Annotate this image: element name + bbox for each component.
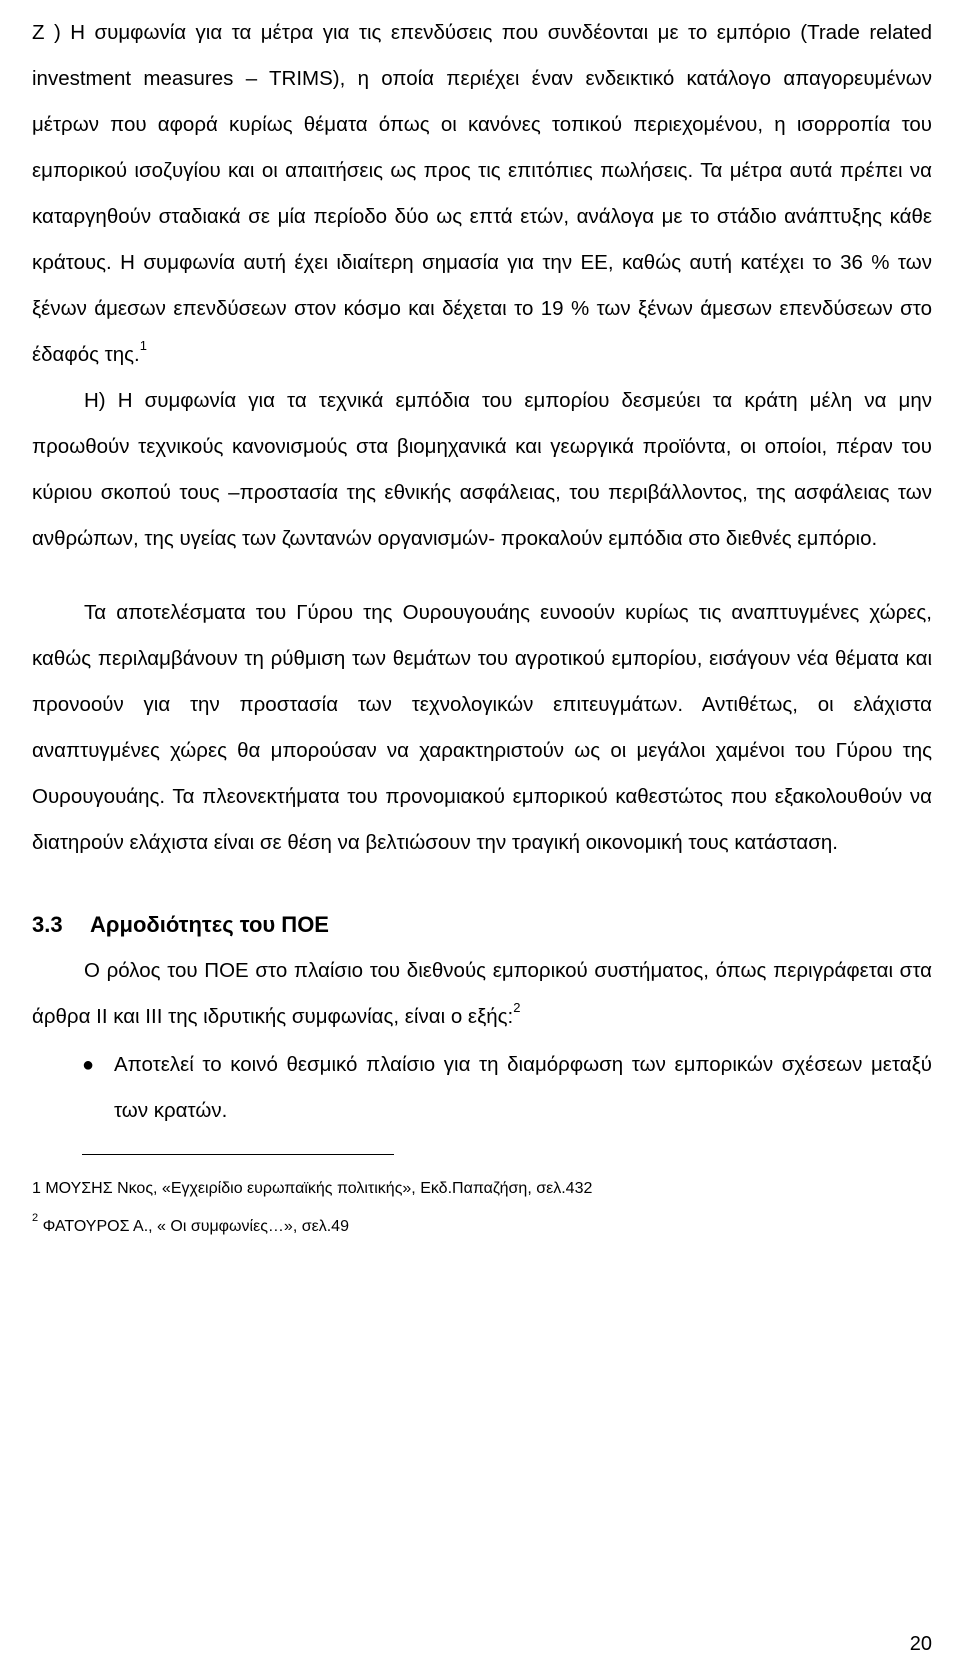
page-number: 20 bbox=[909, 1633, 932, 1655]
section-title: Αρμοδιότητες του ΠΟΕ bbox=[90, 912, 329, 937]
section-number: 3.3 bbox=[32, 912, 63, 937]
footnote-separator bbox=[82, 1154, 394, 1155]
paragraph-uruguay-round-text: Τα αποτελέσματα του Γύρου της Ουρουγουάης ευνοούν κυρίως τις αναπτυγμένες χώρες, καθώς περιλαμβάνουν τη ρύθμιση των θεμάτων του αγροτικού εμπορίου, εισάγουν νέα θέματα και προνοούν για την προστασία των τεχνολογικών επιτευγμάτων. Αντιθέτως, οι ελάχιστα αναπτυγμένες χώρες θα μπορούσαν να χαρακτηριστούν ως οι μεγάλοι χαμένοι του Γύρου της Ουρουγουάης. Τα πλεονεκτήματα του προνομιακού εμπορικού καθεστώτος που εξακολουθούν να διατηρούν ελάχιστα είναι σε θέση να βελτιώσουν την τραγική οικονομική τους κατάσταση. bbox=[32, 601, 932, 854]
paragraph-trims-text: Ζ ) Η συμφωνία για τα μέτρα για τις επενδύσεις που συνδέονται με το εμπόριο (Trade related investment measures – TRIMS), η οποία περιέχει έναν ενδεικτικό κατάλογο απαγορευμένων μέτρων που αφορά κυρίως θέματα όπως οι κανόνες τοπικού περιεχομένου, η ισορροπία του εμπορικού ισοζυγίου και οι απαιτήσεις ως προς τις επιτόπιες πωλήσεις. Τα μέτρα αυτά πρέπει να καταργηθούν σταδιακά σε μία περίοδο δύο ως επτά ετών, ανάλογα με το στάδιο ανάπτυξης κάθε κράτους. Η συμφωνία αυτή έχει ιδιαίτερη σημασία για την ΕΕ, καθώς αυτή κατέχει το 36 % των ξένων άμεσων επενδύσεων στον κόσμο και δέχεται το 19 % των ξένων άμεσων επενδύσεων στο έδαφός της. bbox=[32, 21, 932, 366]
paragraph-uruguay-round bbox=[32, 590, 932, 866]
footnote-2-marker: 2 bbox=[32, 1211, 39, 1224]
paragraph-wto-role bbox=[32, 948, 932, 1040]
paragraph-trims bbox=[32, 10, 932, 378]
footnote-2 bbox=[32, 1211, 932, 1237]
paragraph-wto-role-text: Ο ρόλος του ΠΟΕ στο πλαίσιο του διεθνούς εμπορικού συστήματος, όπως περιγράφεται στα άρθρα II και III της ιδρυτικής συμφωνίας, είναι ο εξής: bbox=[32, 959, 932, 1028]
list-item bbox=[32, 1042, 932, 1134]
section-heading bbox=[32, 902, 932, 948]
paragraph-technical-barriers-text: Η) Η συμφωνία για τα τεχνικά εμπόδια του εμπορίου δεσμεύει τα κράτη μέλη να μην προωθούν τεχνικούς κανονισμούς στα βιομηχανικά και γεωργικά προϊόντα, οι οποίοι, πέραν του κύριου σκοπού τους –προστασία της εθνικής ασφάλειας, του περιβάλλοντος, της ασφάλειας των ανθρώπων, της υγείας των ζωντανών οργανισμών- προκαλούν εμπόδια στο διεθνές εμπόριο. bbox=[32, 389, 932, 550]
document-page bbox=[32, 10, 932, 1237]
list-item-text: Αποτελεί το κοινό θεσμικό πλαίσιο για τη διαμόρφωση των εμπορικών σχέσεων μεταξύ των κρατών. bbox=[114, 1053, 932, 1122]
footnote-1-marker: 1 bbox=[32, 1180, 41, 1197]
footnote-2-text: ΦΑΤΟΥΡΟΣ Α., « Οι συμφωνίες…», σελ.49 bbox=[38, 1218, 349, 1235]
bullet-icon: ● bbox=[82, 1054, 95, 1076]
paragraph-technical-barriers bbox=[32, 378, 932, 562]
footnote-ref-2[interactable]: 2 bbox=[513, 1000, 521, 1016]
footnote-1 bbox=[32, 1179, 932, 1199]
footnote-1-text: ΜΟΥΣΗΣ Νκος, «Εγχειρίδιο ευρωπαϊκής πολιτικής», Εκδ.Παπαζήση, σελ.432 bbox=[40, 1180, 593, 1197]
footnote-ref-1[interactable]: 1 bbox=[139, 338, 147, 354]
